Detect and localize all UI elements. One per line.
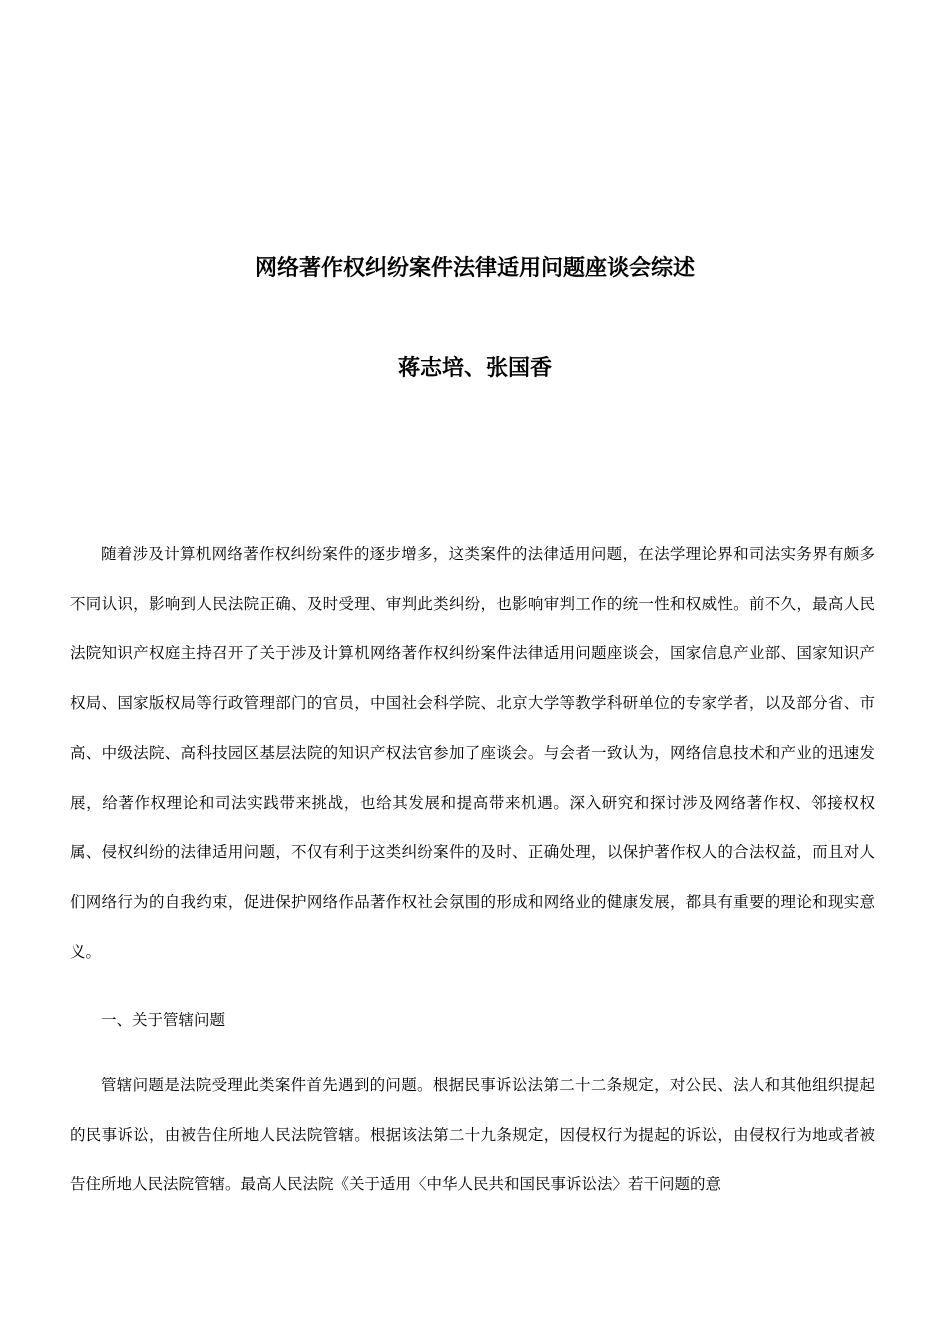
document-title: 网络著作权纠纷案件法律适用问题座谈会综述: [254, 255, 695, 281]
jurisdiction-paragraph: 管辖问题是法院受理此类案件首先遇到的问题。根据民事诉讼法第二十二条规定，对公民、法人和其他组织提起的民事诉讼，由被告住所地人民法院管辖。根据该法第二十九条规定，因侵权行为提起的诉讼，由侵权行为地或者被告住所地人民法院管辖。最高人民法院《关于适用〈中华人民共和国民事诉讼法〉若干问题的意: [70, 1076, 875, 1194]
intro-paragraph: 随着涉及计算机网络著作权纠纷案件的逐步增多，这类案件的法律适用问题，在法学理论界和司法实务界有颇多不同认识，影响到人民法院正确、及时受理、审判此类纠纷，也影响审判工作的统一性和权威性。前不久，最高人民法院知识产权庭主持召开了关于涉及计算机网络著作权纠纷案件法律适用问题座谈会，国家信息产业部、国家知识产权局、国家版权局等行政管理部门的官员，中国社会科学院、北京大学等教学科研单位的专家学者，以及部分省、市高、中级法院、高科技园区基层法院的知识产权法官参加了座谈会。与会者一致认为，网络信息技术和产业的迅速发展，给著作权理论和司法实践带来挑战，也给其发展和提高带来机遇。深入研究和探讨涉及网络著作权、邻接权权属、侵权纠纷的法律适用问题，不仅有利于这类纠纷案件的及时、正确处理，以保护著作权人的合法权益，而且对人们网络行为的自我约束，促进保护网络作品著作权社会氛围的形成和网络业的健康发展，都具有重要的理论和现实意义。: [70, 545, 875, 961]
document-authors: 蒋志培、张国香: [397, 355, 552, 381]
section-heading: 一、关于管辖问题: [101, 1011, 226, 1029]
